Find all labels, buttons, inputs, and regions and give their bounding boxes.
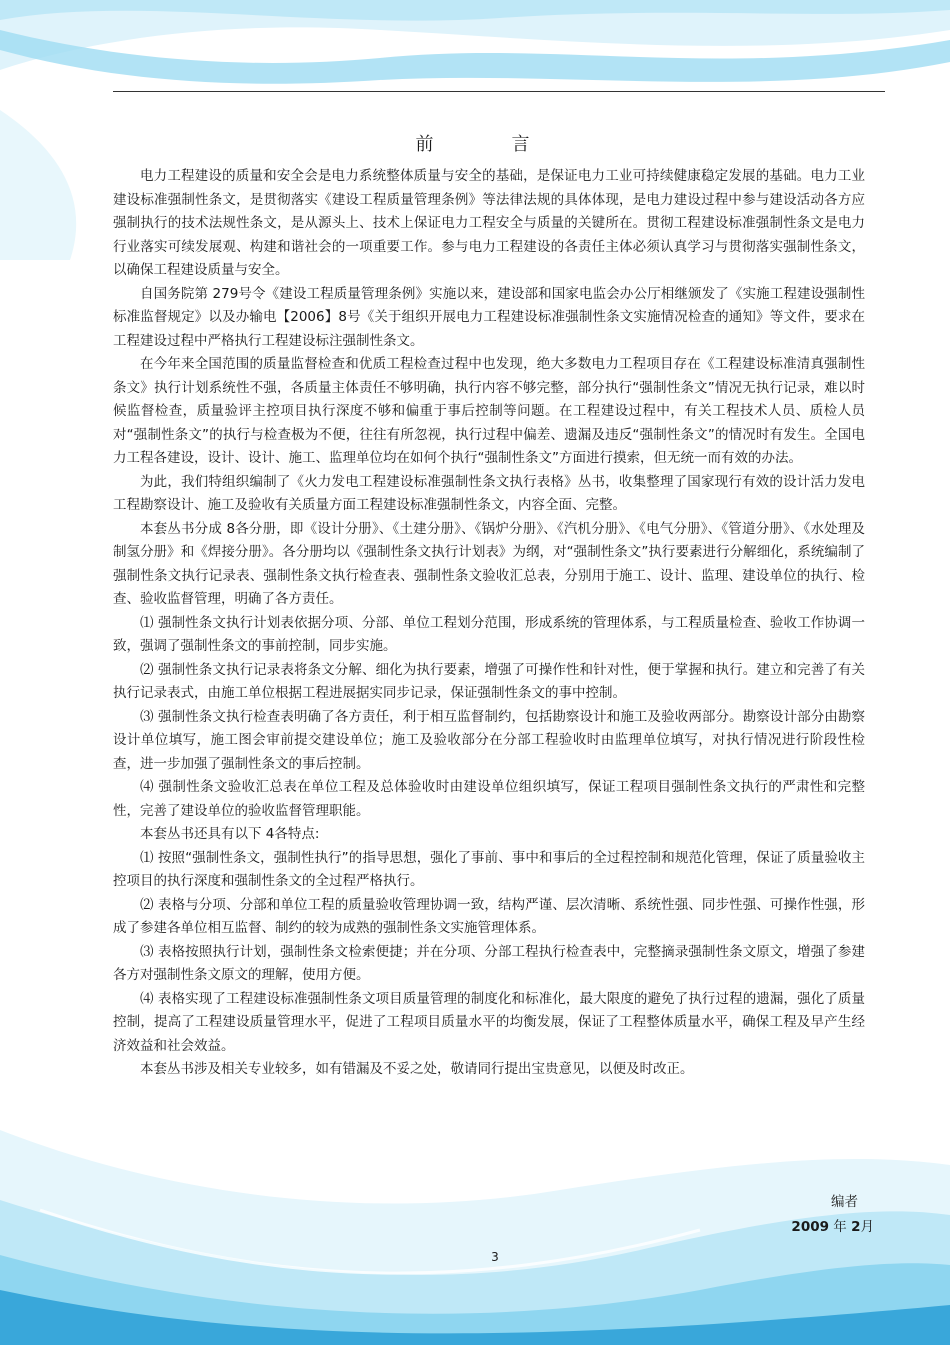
paragraph: 电力工程建设的质量和安全会是电力系统整体质量与安全的基础，是保证电力工业可持续健康稳定发展的基础。电力工业建设标准强制性条文，是贯彻落实《建设工程质量管理条例》等法律法规的具体体现，是电力建设过程中参与建设活动各方应强制执行的技术法规性条文，是从源头上、技术上保证电力工程安全与质量的关键所在。贯彻工程建设标准强制性条文是电力行业落实可续发展观、构建和谐社会的一项重要工作。参与电力工程建设的各责任主体必须认真学习与贯彻落实强制性条文，以确保工程建设质量与安全。 <box>113 168 865 278</box>
list-item: ⑷ 强制性条文验收汇总表在单位工程及总体验收时由建设单位组织填写，保证工程项目强制性条文执行的严肃性和完整性，完善了建设单位的验收监督管理职能。 <box>113 779 865 819</box>
date-month-unit: 月 <box>860 1219 874 1235</box>
page-number: 3 <box>491 1250 499 1264</box>
header-rule <box>113 91 885 92</box>
paragraph: 本套丛书分成 8各分册，即《设计分册》、《土建分册》、《锅炉分册》、《汽机分册》、《电气分册》、《管道分册》、《水处理及制氢分册》和《焊接分册》。各分册均以《强制性条文执行计划表》为纲，对“强制性条文”执行要素进行分解细化，系统编制了强制性条文执行记录表、强制性条文执行检查表、强制性条文验收汇总表，分别用于施工、设计、监理、建设单位的执行、检查、验收监督管理，明确了各方责任。 <box>113 520 865 607</box>
date <box>791 1215 874 1235</box>
date-year: 2009 <box>791 1219 829 1235</box>
list-item: ⑶ 表格按照执行计划，强制性条文检索便捷；并在分项、分部工程执行检查表中，完整摘录强制性条文原文，增强了参建各方对强制性条文原文的理解，使用方便。 <box>113 943 865 983</box>
list-item: ⑷ 表格实现了工程建设标准强制性条文项目质量管理的制度化和标准化，最大限度的避免了执行过程的遗漏，强化了质量控制，提高了工程建设质量管理水平，促进了工程项目质量水平的均衡发展，保证了工程整体质量水平，确保工程及早产生经济效益和社会效益。 <box>113 990 865 1054</box>
list-item: ⑴ 按照“强制性条文，强制性执行”的指导思想，强化了事前、事中和事后的全过程控制和规范化管理，保证了质量验收主控项目的执行深度和强制性条文的全过程严格执行。 <box>113 849 865 889</box>
paragraph: 本套丛书还具有以下 4各特点: <box>140 826 320 842</box>
preface-body <box>113 165 865 1082</box>
date-year-unit: 年 <box>833 1219 847 1235</box>
page-title: 前 言 <box>415 134 560 155</box>
signature: 编者 <box>831 1194 858 1210</box>
list-item: ⑴ 强制性条文执行计划表依据分项、分部、单位工程划分范围，形成系统的管理体系，与工程质量检查、验收工作协调一致，强调了强制性条文的事前控制，同步实施。 <box>113 614 865 654</box>
list-item: ⑵ 强制性条文执行记录表将条文分解、细化为执行要素，增强了可操作性和针对性，便于掌握和执行。建立和完善了有关执行记录表式，由施工单位根据工程进展据实同步记录，保证强制性条文的事中控制。 <box>113 661 865 701</box>
date-month: 2 <box>851 1219 861 1235</box>
paragraph: 在今年来全国范围的质量监督检查和优质工程检查过程中也发现，绝大多数电力工程项目存在《工程建设标准清真强制性条文》执行计划系统性不强，各质量主体责任不够明确，执行内容不够完整，部分执行“强制性条文”情况无执行记录，难以时候监督检查，质量验评主控项目执行深度不够和偏重于事后控制等问题。在工程建设过程中，有关工程技术人员、质检人员对“强制性条文”的执行与检查极为不便，往往有所忽视，执行过程中偏差、遗漏及违反“强制性条文”的情况时有发生。全国电力工程各建设，设计、设计、施工、监理单位均在如何个执行“强制性条文”方面进行摸索，但无统一而有效的办法。 <box>113 356 865 466</box>
list-item: ⑵ 表格与分项、分部和单位工程的质量验收管理协调一致，结构严谨、层次清晰、系统性强、同步性强、可操作性强，形成了参建各单位相互监督、制约的较为成熟的强制性条文实施管理体系。 <box>113 896 865 936</box>
list-item: ⑶ 强制性条文执行检查表明确了各方责任，利于相互监督制约，包括勘察设计和施工及验收两部分。勘察设计部分由勘察设计单位填写，施工图会审前提交建设单位；施工及验收部分在分部工程验收时由监理单位填写，对执行情况进行阶段性检查，进一步加强了强制性条文的事后控制。 <box>113 708 865 772</box>
paragraph: 本套丛书涉及相关专业较多，如有错漏及不妥之处，敬请同行提出宝贵意见，以便及时改正。 <box>140 1061 694 1077</box>
paragraph: 为此，我们特组织编制了《火力发电工程建设标准强制性条文执行表格》丛书，收集整理了国家现行有效的设计活力发电工程勘察设计、施工及验收有关质量方面工程建设标准强制性条文，内容全面、完整。 <box>113 473 865 513</box>
paragraph: 自国务院第 279号令《建设工程质量管理条例》实施以来，建设部和国家电监会办公厅相继颁发了《实施工程建设强制性标准监督规定》以及办输电【2006】8号《关于组织开展电力工程建设标准强制性条文实施情况检查的通知》等文件，要求在工程建设过程中严格执行工程建设标注强制性条文。 <box>113 285 865 349</box>
